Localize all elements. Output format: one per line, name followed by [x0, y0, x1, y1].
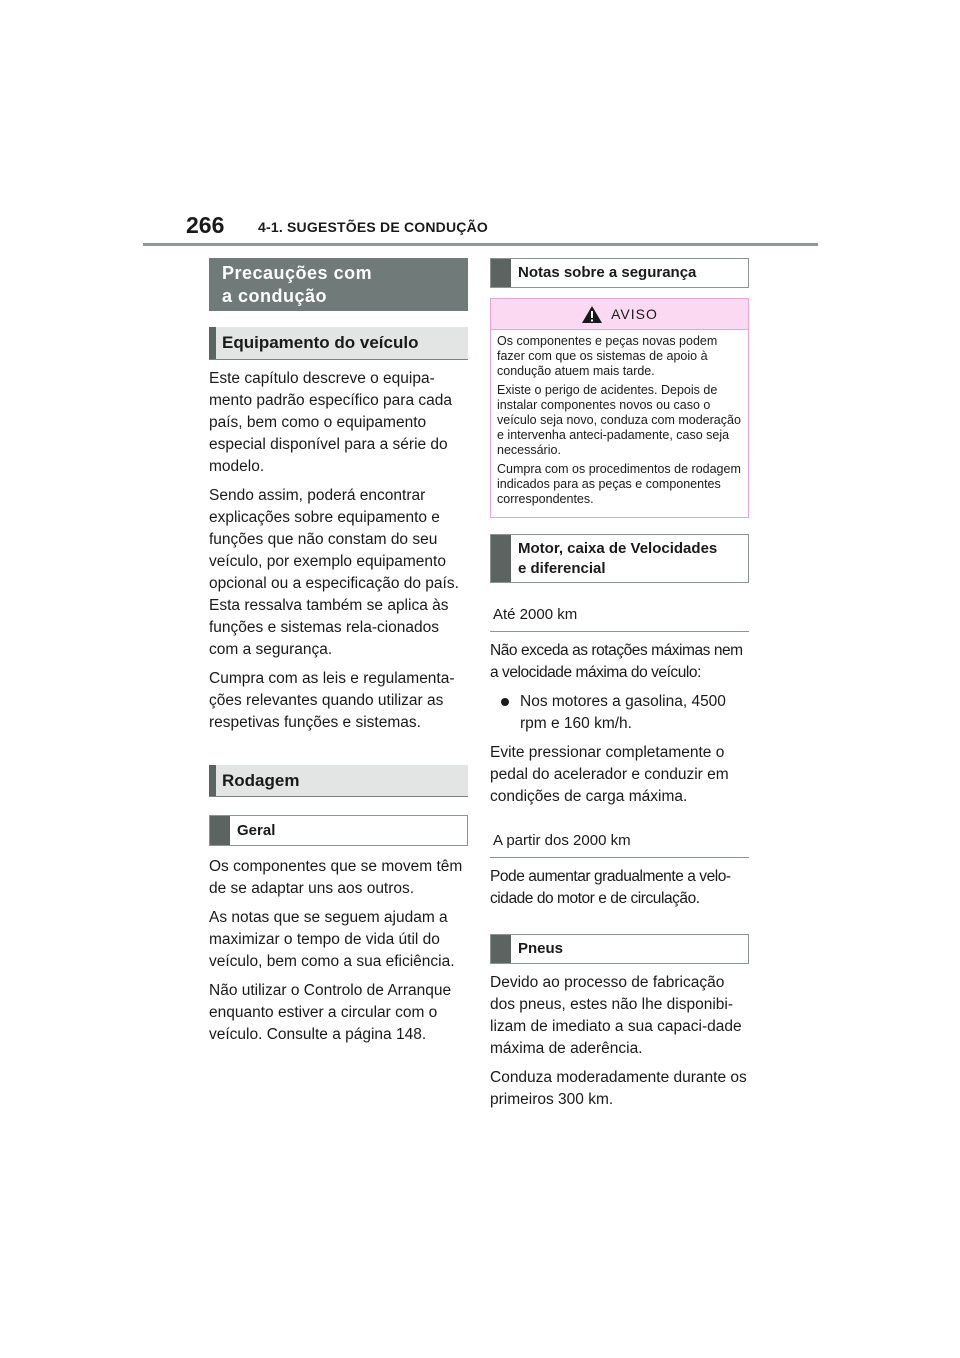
- heading-rodagem: [209, 765, 468, 797]
- warning-header: [491, 299, 748, 330]
- heading-motor: [490, 534, 749, 583]
- chapter-title: 4-1. SUGESTÕES DE CONDUÇÃO: [258, 219, 489, 235]
- heading-seguranca-label: Notas sobre a segurança: [518, 264, 697, 281]
- section-banner-line-2: a condução: [222, 286, 328, 306]
- paragraph: Cumpra com as leis e regulamenta-ções relevantes quando utilizar as respetivas funções e sistemas.: [209, 670, 455, 731]
- warning-paragraph: Os componentes e peças novas podem fazer com que os sistemas de apoio à condução atuem mais tarde.: [497, 334, 718, 378]
- warning-paragraph: Existe o perigo de acidentes. Depois de instalar componentes novos ou caso o veículo seja novo, conduza com moderação e intervenha anteci-padamente, caso seja necessário.: [497, 383, 741, 457]
- paragraph: Conduza moderadamente durante os primeiros 300 km.: [490, 1069, 747, 1108]
- paragraph: Os componentes que se movem têm de se adaptar uns aos outros.: [209, 858, 463, 897]
- page-number: 266: [186, 212, 225, 238]
- heading-geral-label: Geral: [237, 821, 276, 839]
- ate-2000-text: [490, 640, 749, 808]
- heading-motor-line-1: Motor, caixa de Velocidades: [518, 540, 718, 557]
- section-banner: [209, 258, 468, 311]
- left-column: [209, 258, 468, 1053]
- heading-rodagem-label: Rodagem: [222, 770, 300, 790]
- warning-paragraph: Cumpra com os procedimentos de rodagem indicados para as peças e componentes correspondentes.: [497, 462, 741, 506]
- heading-ate-2000: Até 2000 km: [490, 606, 749, 632]
- warning-box: [490, 298, 749, 518]
- heading-a-partir-2000: A partir dos 2000 km: [490, 832, 749, 858]
- warning-title: AVISO: [611, 306, 658, 322]
- paragraph: Este capítulo descreve o equipa-mento padrão específico para cada país, bem como o equipamento especial disponível para a série do modelo.: [209, 370, 452, 475]
- paragraph: Não exceda as rotações máximas nem a velocidade máxima do veículo:: [490, 642, 743, 681]
- paragraph: Devido ao processo de fabricação dos pneus, estes não lhe disponibi-lizam de imediato a sua capaci-dade máxima de aderência.: [490, 974, 742, 1057]
- a-partir-2000-text: [490, 866, 749, 910]
- paragraph: Pode aumentar gradualmente a velo-cidade do motor e de circulação.: [490, 868, 731, 907]
- heading-equipamento: [209, 327, 468, 360]
- geral-text: [209, 856, 468, 1046]
- heading-motor-line-2: e diferencial: [518, 560, 606, 577]
- paragraph: Evite pressionar completamente o pedal do acelerador e conduzir em condições de carga máxima.: [490, 744, 729, 805]
- paragraph: Não utilizar o Controlo de Arranque enquanto estiver a circular com o veículo. Consulte a página 148.: [209, 982, 452, 1043]
- heading-equipamento-label: Equipamento do veículo: [222, 333, 419, 352]
- warning-body: [491, 330, 748, 517]
- heading-pneus-label: Pneus: [518, 940, 564, 957]
- pneus-text: [490, 972, 749, 1111]
- heading-seguranca: [490, 258, 749, 288]
- section-banner-line-1: Precauções com: [222, 263, 373, 283]
- heading-pneus: [490, 934, 749, 964]
- warning-triangle-icon: [581, 305, 603, 324]
- paragraph: As notas que se seguem ajudam a maximizar o tempo de vida útil do veículo, bem como a sua eficiência.: [209, 909, 455, 970]
- header-divider: [143, 243, 818, 246]
- equipamento-text: [209, 368, 468, 734]
- right-column: [490, 258, 749, 1118]
- heading-geral: [209, 815, 468, 846]
- paragraph: Sendo assim, poderá encontrar explicações sobre equipamento e funções que não constam do seu veículo, por exemplo equipamento opcional ou a especificação do país. Esta ressalva também se aplica às funções e sistemas rela-cionados com a segurança.: [209, 487, 459, 658]
- bullet-item: Nos motores a gasolina, 4500 rpm e 160 km/h.: [490, 691, 749, 735]
